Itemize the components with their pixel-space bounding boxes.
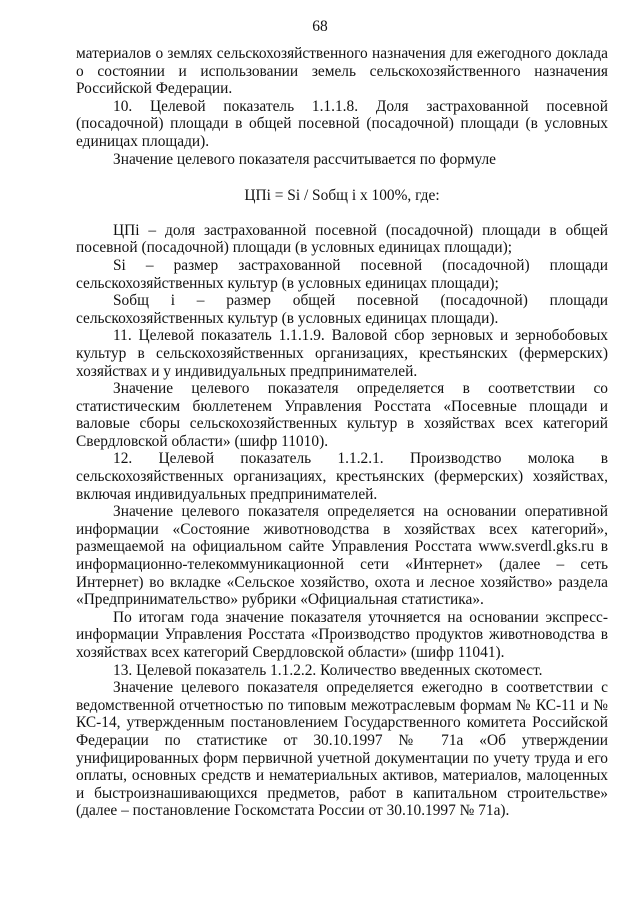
paragraph-def-si: Si – размер застрахованной посевной (посадочной) площади сельскохозяйственных культур (в условных единицах площади); [76, 256, 608, 292]
document-body [76, 45, 608, 820]
paragraph-formula-intro: Значение целевого показателя рассчитывается по формуле [113, 150, 496, 168]
paragraph-continuation: материалов о землях сельскохозяйственного назначения для ежегодного доклада о состоянии и использовании земель сельскохозяйственного назначения Российской Федерации. [76, 45, 608, 98]
formula: ЦПi = Si / Sобщ i x 100%, где: [244, 187, 440, 205]
paragraph-indicator-12: 12. Целевой показатель 1.1.2.1. Производство молока в сельскохозяйственных организациях, крестьянских (фермерских) хозяйствах, включая индивидуальных предпринимателей. [76, 450, 608, 503]
paragraph-def-sobsh: Sобщ i – размер общей посевной (посадочной) площади сельскохозяйственных культур (в условных единицах площади). [76, 292, 608, 327]
paragraph-indicator-11-value: Значение целевого показателя определяется в соответствии со статистическим бюллетенем Управления Росстата «Посевные площади и валовые сборы сельскохозяйственных культур в хозяйствах всех категорий Свердловской области» (шифр 11010). [76, 380, 608, 450]
paragraph-indicator-10: 10. Целевой показатель 1.1.1.8. Доля застрахованной посевной (посадочной) площади в общей посевной (посадочной) площади (в условных единицах площади). [76, 97, 608, 150]
paragraph-indicator-12-value: Значение целевого показателя определяется на основании оперативной информации «Состояние животноводства в хозяйствах всех категорий», размещаемой на официальном сайте Управления Росстата www.sverdl.gks.ru в информационно-телекоммуникационной сети «Интернет» (далее – сеть Интернет) во вкладке «Сельское хозяйство, охота и лесное хозяйство» раздела «Предпринимательство» рубрики «Официальная статистика». [76, 503, 608, 609]
paragraph-indicator-13-value: Значение целевого показателя определяется ежегодно в соответствии с ведомственной отчетностью по типовым межотраслевым формам № КС-11 и № КС-14, утвержденным постановлением Государственного комитета Российской Федерации по статистике от 30.10.1997 № 71а «Об утверждении унифицированных форм первичной учетной документации по учету труда и его оплаты, основных средств и нематериальных активов, материалов, малоценных и быстроизнашивающихся предметов, работ в капитальном строительстве» (далее – постановление Госкомстата России от 30.10.1997 № 71а). [76, 679, 608, 820]
paragraph-def-cpi: ЦПi – доля застрахованной посевной (посадочной) площади в общей посевной (посадочной) площади (в условных единицах площади); [76, 221, 608, 257]
page-number: 68 [312, 18, 328, 35]
paragraph-indicator-13: 13. Целевой показатель 1.1.2.2. Количество введенных скотомест. [113, 661, 543, 679]
paragraph-indicator-12-annual: По итогам года значение показателя уточняется на основании экспресс-информации Управления Росстата «Производство продуктов животноводства в хозяйствах всех категорий Свердловской области» (шифр 11041). [76, 608, 608, 661]
paragraph-indicator-11: 11. Целевой показатель 1.1.1.9. Валовой сбор зерновых и зернобобовых культур в сельскохозяйственных организациях, крестьянских (фермерских) хозяйствах и у индивидуальных предпринимателей. [76, 327, 608, 380]
